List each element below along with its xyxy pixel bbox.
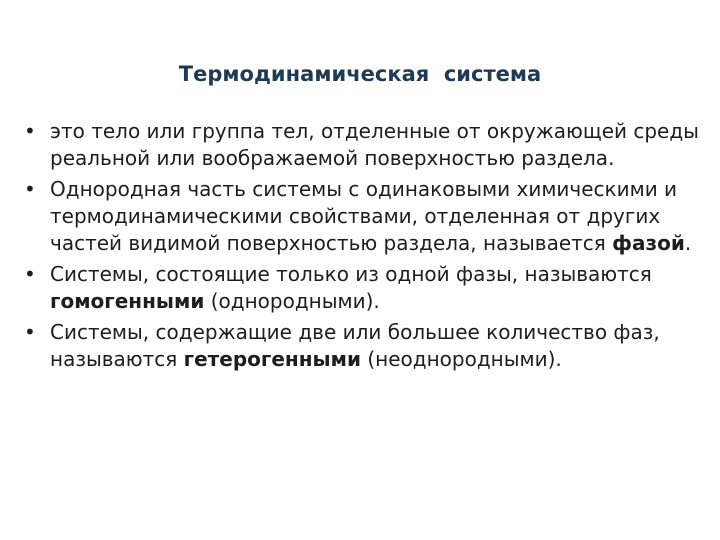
item-text: Системы, состоящие только из одной фазы, называются bbox=[50, 262, 652, 286]
term-heterogeneous: гетерогенными bbox=[183, 347, 361, 371]
slide-title: Термодинамическая система bbox=[178, 62, 542, 86]
term-homogeneous: гомогенными bbox=[50, 289, 205, 313]
bullet-list bbox=[22, 118, 702, 377]
list-item bbox=[22, 319, 702, 373]
item-text-end: (однородными). bbox=[204, 289, 380, 313]
bullet-icon: • bbox=[24, 177, 36, 201]
bullet-icon: • bbox=[24, 320, 36, 344]
bullet-icon: • bbox=[24, 262, 36, 286]
item-text: Системы, содержащие две или большее количество фаз, называются bbox=[50, 320, 660, 371]
list-item bbox=[22, 176, 702, 257]
item-text-end: . bbox=[684, 231, 692, 255]
term-phase: фазой bbox=[612, 231, 685, 255]
bullet-icon: • bbox=[24, 119, 36, 143]
item-text: это тело или группа тел, отделенные от окружающей среды реальной или воображаемой поверхностью раздела. bbox=[50, 119, 699, 170]
list-item bbox=[22, 118, 702, 172]
item-text-end: (неоднородными). bbox=[361, 347, 562, 371]
item-text: Однородная часть системы с одинаковыми химическими и термодинамическими свойствами, отделенная от других частей видимой поверхностью раздела, называется bbox=[50, 177, 678, 255]
list-item bbox=[22, 261, 702, 315]
